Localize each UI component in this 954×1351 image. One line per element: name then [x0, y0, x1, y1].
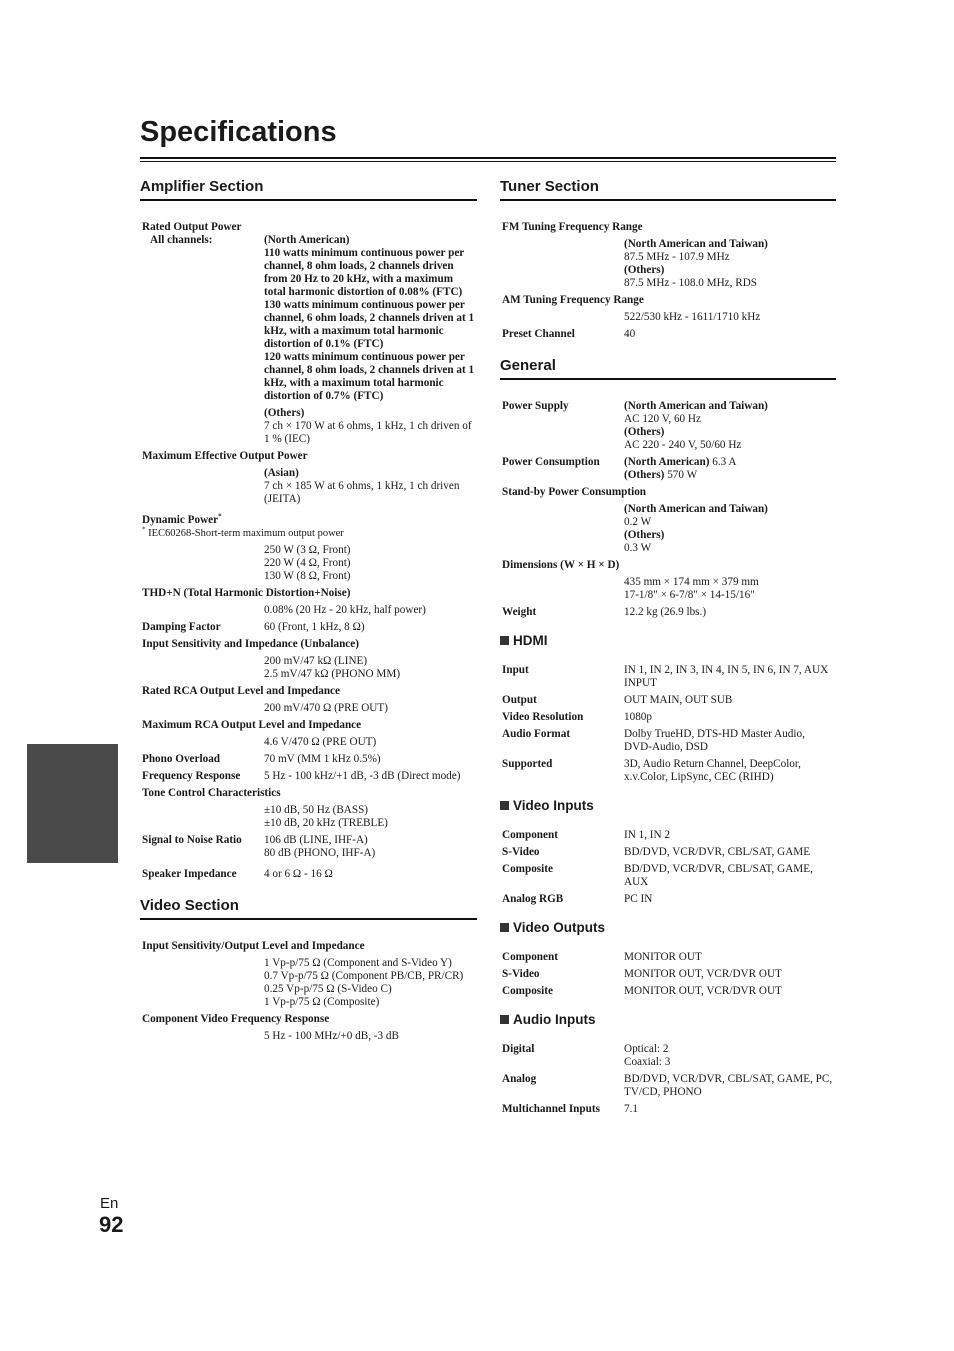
- square-bullet-icon: [500, 801, 509, 810]
- vi-component-label: Component: [502, 829, 558, 841]
- power-supply-label: Power Supply: [502, 400, 569, 412]
- ai-digital-label: Digital: [502, 1043, 535, 1055]
- pc-others-label: (Others): [624, 469, 665, 481]
- pc-na-value: 6.3 A: [709, 456, 737, 468]
- ai-digital-v2: Coaxial: 3: [624, 1056, 671, 1068]
- others-text: 7 ch × 170 W at 6 ohms, 1 kHz, 1 ch driven of 1 % (IEC): [264, 420, 472, 445]
- page-title: Specifications: [140, 116, 337, 148]
- video-inputs-heading: [500, 798, 836, 813]
- dynamic-power-values: [264, 544, 475, 583]
- snr-row: [142, 834, 475, 860]
- vi-composite-label: Composite: [502, 863, 553, 875]
- video-io-label: Input Sensitivity/Output Level and Impedance: [142, 940, 365, 952]
- phono-label: Phono Overload: [142, 753, 221, 765]
- vo-composite-row: [502, 985, 834, 998]
- asian-label: (Asian): [264, 467, 299, 479]
- dynamic-v2: 220 W (4 Ω, Front): [264, 557, 351, 569]
- vi-composite-value: BD/DVD, VCR/DVR, CBL/SAT, GAME, AUX: [624, 863, 813, 888]
- rated-rca-value: 200 mV/470 Ω (PRE OUT): [264, 702, 388, 714]
- preset-row: [502, 328, 834, 341]
- vo-svideo-row: [502, 968, 834, 981]
- max-effective-label: Maximum Effective Output Power: [142, 450, 308, 462]
- input-sens-v1: 200 mV/47 kΩ (LINE): [264, 655, 368, 667]
- title-rule-thin: [140, 161, 836, 162]
- tone-v2: ±10 dB, 20 kHz (TREBLE): [264, 817, 388, 829]
- ai-multi-row: [502, 1103, 834, 1116]
- video-inputs-heading-text: Video Inputs: [513, 798, 594, 813]
- na-text-2: 130 watts minimum continuous power per channel, 6 ohm loads, 2 channels driven at 1 kHz, with a maximum total harmonic distortion of 0.1% (FTC): [264, 299, 475, 350]
- dynamic-power-text: Dynamic Power: [142, 514, 219, 526]
- component-freq-label: Component Video Frequency Response: [142, 1013, 330, 1025]
- hdmi-output-label: Output: [502, 694, 537, 706]
- square-bullet-icon: [500, 1015, 509, 1024]
- all-channels-label: All channels:: [150, 234, 213, 246]
- ps-na-value: AC 120 V, 60 Hz: [624, 413, 701, 425]
- amplifier-section-heading: Amplifier Section: [140, 178, 477, 201]
- vo-component-row: [502, 951, 834, 964]
- sb-others-value: 0.3 W: [624, 542, 652, 554]
- video-io-v2: 0.7 Vp-p/75 Ω (Component PB/CB, PR/CR): [264, 970, 464, 982]
- thd-value: 0.08% (20 Hz - 20 kHz, half power): [264, 604, 426, 616]
- rated-output-label: Rated Output Power: [142, 221, 242, 233]
- max-effective-value: [264, 467, 475, 506]
- video-inputs-specs: [500, 829, 836, 906]
- standby-values: [624, 503, 834, 555]
- fm-na-value: 87.5 MHz - 107.9 MHz: [624, 251, 730, 263]
- vi-rgb-row: [502, 893, 834, 906]
- hdmi-resolution-value: 1080p: [624, 711, 652, 723]
- snr-label: Signal to Noise Ratio: [142, 834, 242, 846]
- input-sens-label: Input Sensitivity and Impedance (Unbalance): [142, 638, 359, 650]
- dynamic-power-note: [142, 527, 475, 540]
- vi-svideo-row: [502, 846, 834, 859]
- hdmi-audio-value: Dolby TrueHD, DTS-HD Master Audio, DVD-Audio, DSD: [624, 728, 805, 753]
- standby-label: Stand-by Power Consumption: [502, 486, 647, 498]
- fm-others-label: (Others): [624, 264, 665, 276]
- vi-composite-row: [502, 863, 834, 889]
- vi-svideo-value: BD/DVD, VCR/DVR, CBL/SAT, GAME: [624, 846, 811, 858]
- dynamic-v1: 250 W (3 Ω, Front): [264, 544, 351, 556]
- hdmi-specs: [500, 664, 836, 784]
- fm-na-label: (North American and Taiwan): [624, 238, 768, 250]
- dim-v2: 17-1/8" × 6-7/8" × 14-15/16": [624, 589, 755, 601]
- video-outputs-specs: [500, 951, 836, 998]
- video-io-values: [264, 957, 475, 1009]
- pc-na-label: (North American): [624, 456, 710, 468]
- am-value: 522/530 kHz - 1611/1710 kHz: [624, 311, 761, 323]
- damping-label: Damping Factor: [142, 621, 221, 633]
- hdmi-heading: [500, 633, 836, 648]
- speaker-label: Speaker Impedance: [142, 868, 237, 880]
- hdmi-input-value: IN 1, IN 2, IN 3, IN 4, IN 5, IN 6, IN 7, AUX INPUT: [624, 664, 829, 689]
- power-supply-values: [624, 400, 834, 452]
- right-column: [500, 178, 836, 1120]
- hdmi-output-row: [502, 694, 834, 707]
- weight-value: 12.2 kg (26.9 lbs.): [624, 606, 707, 618]
- damping-value: 60 (Front, 1 kHz, 8 Ω): [264, 621, 365, 633]
- ai-digital-row: [502, 1043, 834, 1069]
- vo-composite-value: MONITOR OUT, VCR/DVR OUT: [624, 985, 782, 997]
- others-label: (Others): [264, 407, 305, 419]
- freq-value: 5 Hz - 100 kHz/+1 dB, -3 dB (Direct mode): [264, 770, 461, 782]
- hdmi-output-value: OUT MAIN, OUT SUB: [624, 694, 733, 706]
- sb-others-label: (Others): [624, 529, 665, 541]
- vo-component-value: MONITOR OUT: [624, 951, 702, 963]
- audio-inputs-specs: [500, 1043, 836, 1116]
- max-rca-label: Maximum RCA Output Level and Impedance: [142, 719, 362, 731]
- am-label: AM Tuning Frequency Range: [502, 294, 644, 306]
- ai-analog-row: [502, 1073, 834, 1099]
- rated-rca-label: Rated RCA Output Level and Impedance: [142, 685, 340, 697]
- vo-composite-label: Composite: [502, 985, 553, 997]
- video-specs: [140, 940, 477, 1043]
- hdmi-supported-row: [502, 758, 834, 784]
- dynamic-power-sup: *: [218, 512, 222, 521]
- ps-others-value: AC 220 - 240 V, 50/60 Hz: [624, 439, 742, 451]
- hdmi-resolution-row: [502, 711, 834, 724]
- weight-label: Weight: [502, 606, 537, 618]
- freq-label: Frequency Response: [142, 770, 241, 782]
- hdmi-supported-label: Supported: [502, 758, 553, 770]
- title-rule-thick: [140, 157, 836, 159]
- snr-v1: 106 dB (LINE, IHF-A): [264, 834, 368, 846]
- speaker-value: 4 or 6 Ω - 16 Ω: [264, 868, 333, 880]
- vi-svideo-label: S-Video: [502, 846, 540, 858]
- damping-row: [142, 621, 475, 634]
- ps-na-label: (North American and Taiwan): [624, 400, 768, 412]
- asian-text: 7 ch × 185 W at 6 ohms, 1 kHz, 1 ch driven (JEITA): [264, 480, 460, 505]
- na-label: (North American): [264, 234, 350, 246]
- hdmi-input-row: [502, 664, 834, 690]
- vo-component-label: Component: [502, 951, 558, 963]
- ai-digital-values: [624, 1043, 834, 1069]
- vi-component-row: [502, 829, 834, 842]
- vi-component-value: IN 1, IN 2: [624, 829, 670, 841]
- video-outputs-heading-text: Video Outputs: [513, 920, 606, 935]
- vi-rgb-label: Analog RGB: [502, 893, 564, 905]
- sb-na-value: 0.2 W: [624, 516, 652, 528]
- na-text-1: 110 watts minimum continuous power per channel, 8 ohm loads, 2 channels driven from 20 Hz to 20 kHz, with a maximum total harmonic distortion of 0.08% (FTC): [264, 247, 465, 298]
- snr-v2: 80 dB (PHONO, IHF-A): [264, 847, 376, 859]
- rated-output-value: [264, 234, 475, 446]
- rated-output-row: [142, 234, 475, 446]
- left-column: [140, 178, 477, 1047]
- consumption-row: [502, 456, 834, 482]
- amplifier-specs: [140, 221, 477, 881]
- fm-others-value: 87.5 MHz - 108.0 MHz, RDS: [624, 277, 758, 289]
- ai-multi-value: 7.1: [624, 1103, 638, 1115]
- phono-value: 70 mV (MM 1 kHz 0.5%): [264, 753, 381, 765]
- thd-label: THD+N (Total Harmonic Distortion+Noise): [142, 587, 351, 599]
- tuner-specs: [500, 221, 836, 341]
- general-specs: [500, 400, 836, 619]
- dim-v1: 435 mm × 174 mm × 379 mm: [624, 576, 759, 588]
- pc-others-value: 570 W: [664, 469, 698, 481]
- audio-inputs-heading-text: Audio Inputs: [513, 1012, 596, 1027]
- hdmi-supported-value: 3D, Audio Return Channel, DeepColor, x.v.Color, LipSync, CEC (RIHD): [624, 758, 801, 783]
- square-bullet-icon: [500, 636, 509, 645]
- speaker-row: [142, 868, 475, 881]
- vi-rgb-value: PC IN: [624, 893, 653, 905]
- dynamic-note-sup: *: [142, 525, 146, 534]
- input-sens-v2: 2.5 mV/47 kΩ (PHONO MM): [264, 668, 401, 680]
- audio-inputs-heading: [500, 1012, 836, 1027]
- video-io-v3: 0.25 Vp-p/75 Ω (S-Video C): [264, 983, 392, 995]
- video-outputs-heading: [500, 920, 836, 935]
- consumption-values: [624, 456, 834, 482]
- tuner-section-heading: Tuner Section: [500, 178, 836, 201]
- dimensions-values: [624, 576, 834, 602]
- fm-label: FM Tuning Frequency Range: [502, 221, 643, 233]
- square-bullet-icon: [500, 923, 509, 932]
- video-section-heading: Video Section: [140, 897, 477, 920]
- page-number: 92: [99, 1212, 124, 1237]
- phono-row: [142, 753, 475, 766]
- general-section-heading: General: [500, 357, 836, 380]
- snr-values: [264, 834, 475, 860]
- input-sens-values: [264, 655, 475, 681]
- tone-values: [264, 804, 475, 830]
- preset-value: 40: [624, 328, 636, 340]
- hdmi-input-label: Input: [502, 664, 529, 676]
- preset-label: Preset Channel: [502, 328, 575, 340]
- tone-v1: ±10 dB, 50 Hz (BASS): [264, 804, 369, 816]
- max-rca-value: 4.6 V/470 Ω (PRE OUT): [264, 736, 377, 748]
- ai-multi-label: Multichannel Inputs: [502, 1103, 600, 1115]
- vo-svideo-value: MONITOR OUT, VCR/DVR OUT: [624, 968, 782, 980]
- freq-row: [142, 770, 475, 783]
- power-supply-row: [502, 400, 834, 452]
- sb-na-label: (North American and Taiwan): [624, 503, 768, 515]
- dynamic-power-label: [142, 514, 475, 527]
- hdmi-heading-text: HDMI: [513, 633, 548, 648]
- hdmi-audio-row: [502, 728, 834, 754]
- ps-others-label: (Others): [624, 426, 665, 438]
- weight-row: [502, 606, 834, 619]
- page-language: En: [100, 1195, 119, 1212]
- vo-svideo-label: S-Video: [502, 968, 540, 980]
- hdmi-audio-label: Audio Format: [502, 728, 571, 740]
- component-freq-value: 5 Hz - 100 MHz/+0 dB, -3 dB: [264, 1030, 399, 1042]
- video-io-v4: 1 Vp-p/75 Ω (Composite): [264, 996, 380, 1008]
- ai-digital-v1: Optical: 2: [624, 1043, 669, 1055]
- na-text-3: 120 watts minimum continuous power per channel, 8 ohm loads, 2 channels driven at 1 kHz, with a maximum total harmonic distortion of 0.7% (FTC): [264, 351, 475, 402]
- ai-analog-value: BD/DVD, VCR/DVR, CBL/SAT, GAME, PC, TV/CD, PHONO: [624, 1073, 833, 1098]
- side-tab: [27, 744, 118, 863]
- dynamic-v3: 130 W (8 Ω, Front): [264, 570, 351, 582]
- ai-analog-label: Analog: [502, 1073, 537, 1085]
- tone-label: Tone Control Characteristics: [142, 787, 281, 799]
- dynamic-note-text: IEC60268-Short-term maximum output power: [145, 528, 344, 539]
- dimensions-label: Dimensions (W × H × D): [502, 559, 620, 571]
- video-io-v1: 1 Vp-p/75 Ω (Component and S-Video Y): [264, 957, 452, 969]
- hdmi-resolution-label: Video Resolution: [502, 711, 584, 723]
- fm-values: [624, 238, 834, 290]
- consumption-label: Power Consumption: [502, 456, 600, 468]
